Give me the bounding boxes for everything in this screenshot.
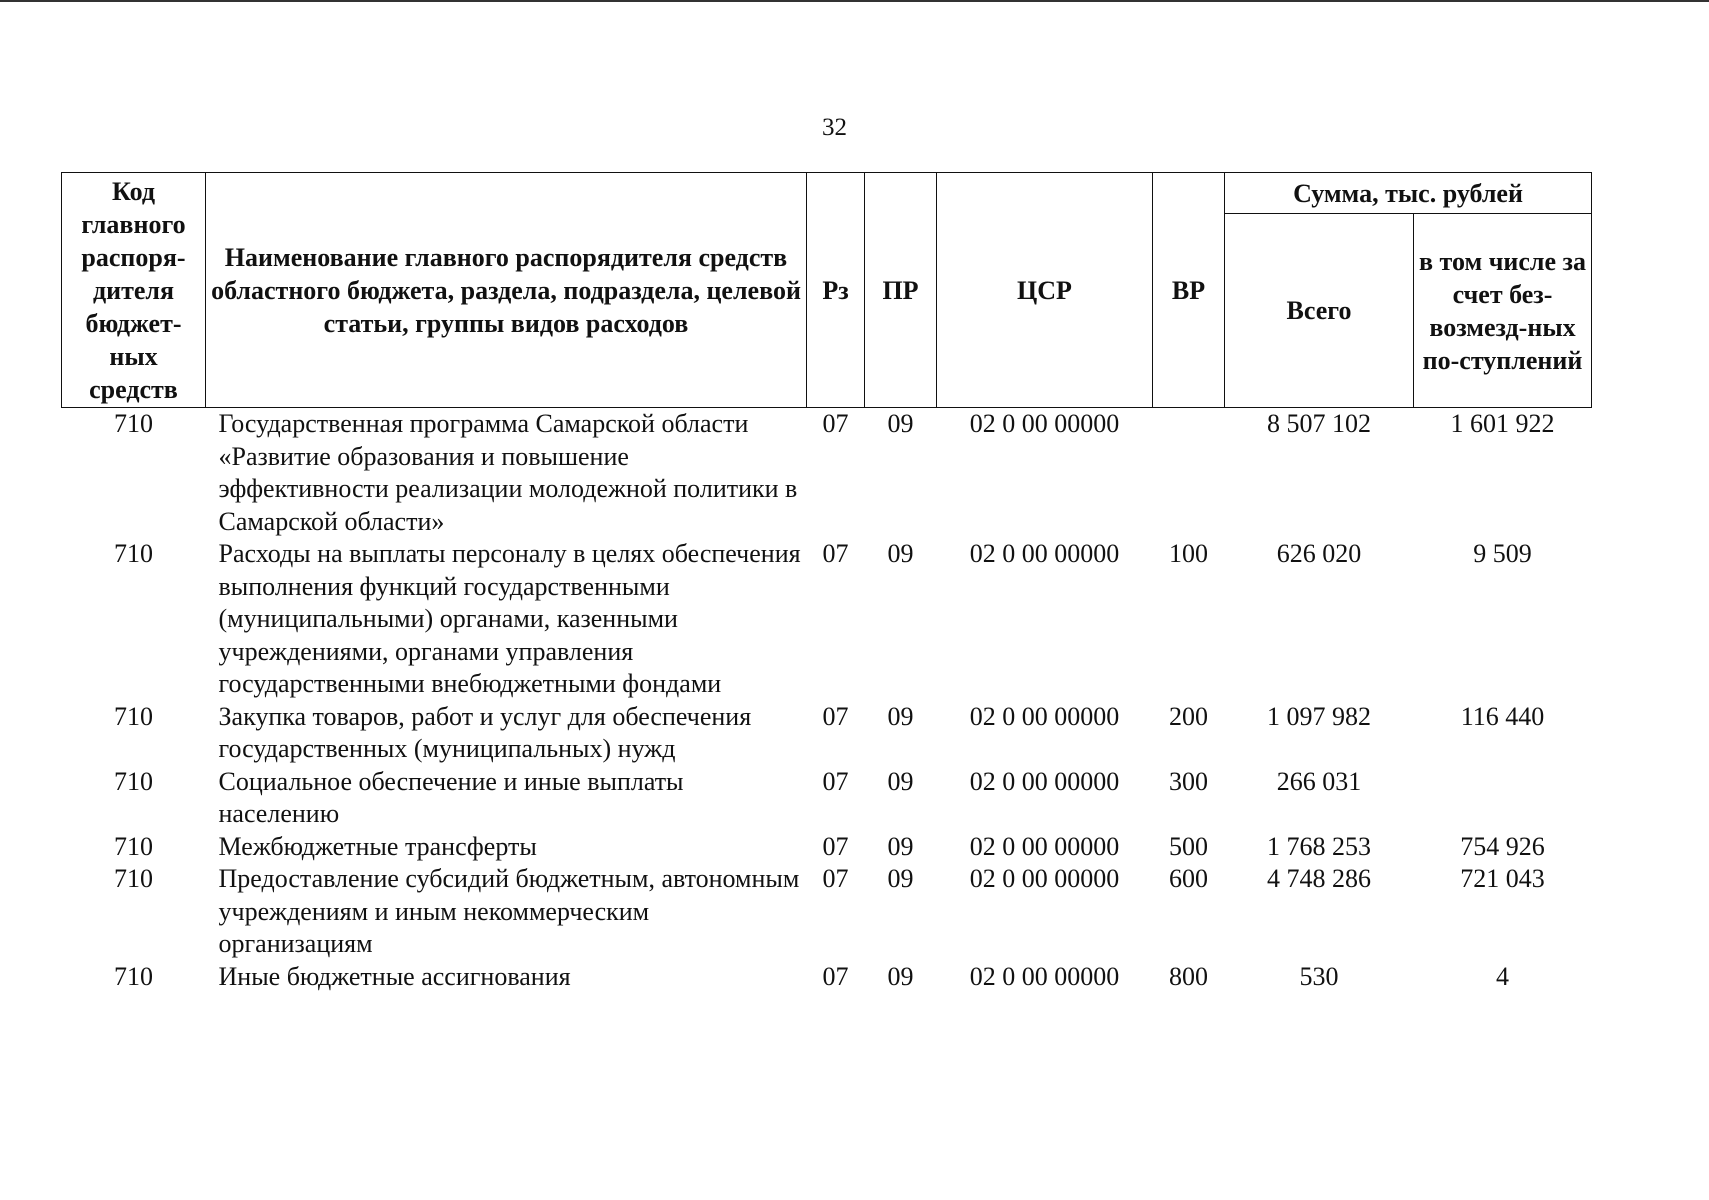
- cell-vr: [1153, 408, 1225, 539]
- cell-total: 266 031: [1276, 766, 1362, 796]
- table-body: [62, 408, 1592, 994]
- cell-code: 710: [114, 961, 153, 991]
- cell-name: Иные бюджетные ассигнования: [218, 961, 571, 991]
- cell-vr: 500: [1169, 831, 1208, 861]
- table-row: [62, 831, 1592, 864]
- cell-total: 8 507 102: [1267, 409, 1371, 438]
- table-row: [62, 538, 1592, 701]
- cell-rz: 07: [822, 961, 849, 991]
- cell-pr: 09: [887, 831, 914, 861]
- header-vr: ВР: [1153, 173, 1225, 408]
- cell-free: 4: [1496, 961, 1509, 991]
- cell-rz: 07: [822, 864, 849, 893]
- cell-name: Социальное обеспечение и иные выплаты населению: [218, 766, 684, 828]
- cell-code: 710: [114, 864, 153, 893]
- header-code: Код главного распоря-дителя бюджет-ных средств: [62, 173, 206, 408]
- cell-total: 4 748 286: [1267, 864, 1371, 893]
- cell-pr: 09: [887, 539, 914, 568]
- table-row: [62, 701, 1592, 766]
- cell-csr: 02 0 00 00000: [969, 409, 1120, 438]
- header-total: Всего: [1225, 214, 1414, 408]
- cell-csr: 02 0 00 00000: [969, 864, 1120, 893]
- header-row: [62, 173, 1592, 214]
- cell-name: Межбюджетные трансферты: [218, 831, 537, 861]
- cell-name: Предоставление субсидий бюджетным, автономным учреждениям и иным некоммерческим организациям: [218, 864, 800, 958]
- cell-code: 710: [114, 409, 153, 438]
- cell-name: Закупка товаров, работ и услуг для обеспечения государственных (муниципальных) нужд: [218, 701, 752, 763]
- cell-rz: 07: [822, 701, 849, 731]
- cell-vr: 100: [1169, 539, 1208, 568]
- cell-code: 710: [114, 539, 153, 568]
- cell-free: 9 509: [1473, 539, 1532, 568]
- cell-pr: 09: [887, 961, 914, 991]
- table-row: [62, 408, 1592, 539]
- page-number: 32: [822, 114, 847, 141]
- header-free: в том числе за счет без-возмезд-ных по-ступлений: [1414, 214, 1592, 408]
- cell-pr: 09: [887, 864, 914, 893]
- header-rz: Рз: [807, 173, 865, 408]
- cell-rz: 07: [822, 831, 849, 861]
- cell-code: 710: [114, 701, 153, 731]
- cell-free: 116 440: [1460, 701, 1545, 731]
- table-row: [62, 766, 1592, 831]
- cell-csr: 02 0 00 00000: [969, 961, 1120, 991]
- cell-pr: 09: [887, 409, 914, 438]
- header-sum-group: Сумма, тыс. рублей: [1225, 173, 1592, 214]
- cell-total: 626 020: [1276, 539, 1362, 568]
- cell-vr: 800: [1169, 961, 1208, 991]
- cell-csr: 02 0 00 00000: [969, 766, 1120, 796]
- cell-free: 754 926: [1460, 831, 1545, 861]
- header-csr: ЦСР: [937, 173, 1153, 408]
- table-row: [62, 863, 1592, 961]
- table-row: [62, 961, 1592, 994]
- cell-total: 1 097 982: [1267, 701, 1371, 731]
- table-header: [62, 173, 1592, 408]
- cell-vr: 600: [1169, 864, 1208, 893]
- cell-csr: 02 0 00 00000: [969, 831, 1120, 861]
- cell-name: Расходы на выплаты персоналу в целях обеспечения выполнения функций государственными (муниципальными) органами, казенными учреждениями, органами управления государственными внебюджетными фондами: [218, 539, 801, 698]
- header-pr: ПР: [865, 173, 937, 408]
- cell-rz: 07: [822, 766, 849, 796]
- cell-name: Государственная программа Самарской области «Развитие образования и повышение эффективности реализации молодежной политики в Самарской области»: [218, 409, 798, 536]
- cell-total: 1 768 253: [1267, 831, 1371, 861]
- cell-code: 710: [114, 766, 153, 796]
- cell-free: [1414, 766, 1592, 831]
- cell-total: 530: [1299, 961, 1339, 991]
- cell-csr: 02 0 00 00000: [969, 701, 1120, 731]
- top-border-line: [0, 0, 1709, 2]
- cell-pr: 09: [887, 766, 914, 796]
- cell-pr: 09: [887, 701, 914, 731]
- cell-free: 1 601 922: [1450, 409, 1555, 438]
- header-name: Наименование главного распорядителя средств областного бюджета, раздела, подраздела, целевой статьи, группы видов расходов: [206, 173, 807, 408]
- cell-free: 721 043: [1460, 864, 1545, 893]
- cell-vr: 300: [1169, 766, 1208, 796]
- cell-code: 710: [114, 831, 153, 861]
- cell-rz: 07: [822, 539, 849, 568]
- budget-table: [61, 172, 1592, 993]
- cell-rz: 07: [822, 409, 849, 438]
- cell-vr: 200: [1169, 701, 1208, 731]
- cell-csr: 02 0 00 00000: [969, 539, 1120, 568]
